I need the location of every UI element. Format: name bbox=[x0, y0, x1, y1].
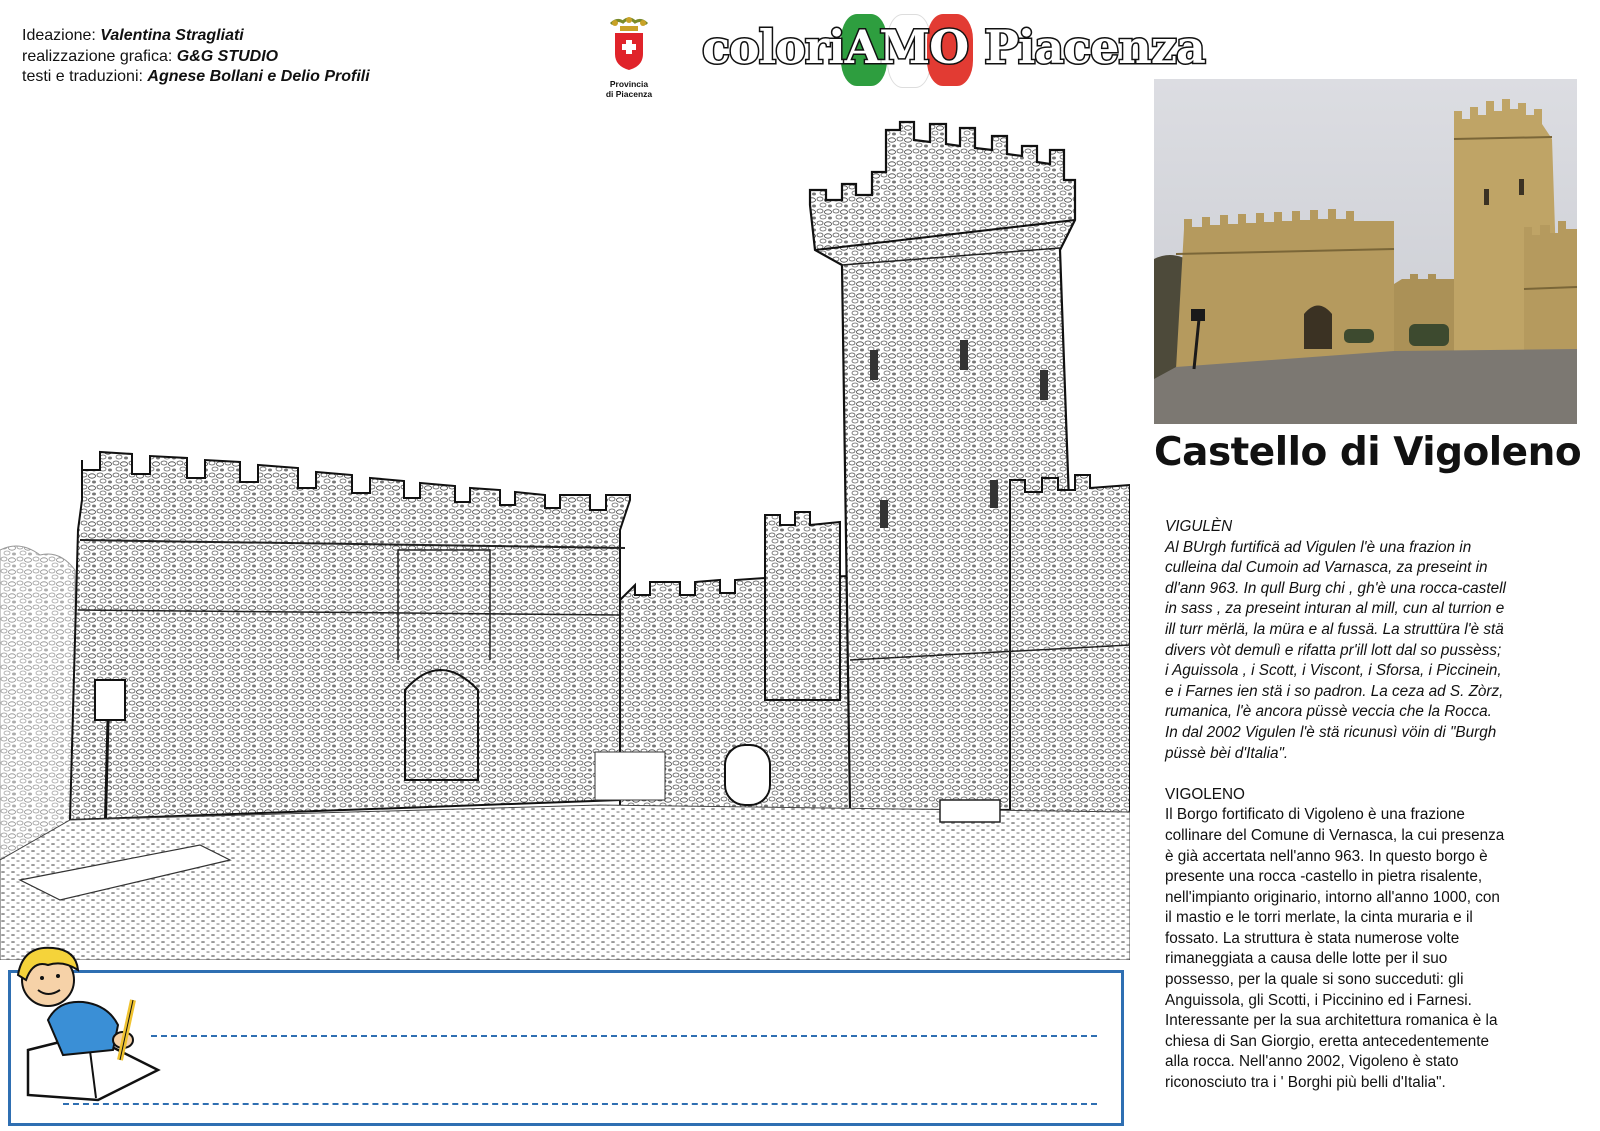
dialect-line: ill turr mërlä, la müra e al fussä. La struttüra l'è stä bbox=[1165, 620, 1504, 638]
brand-logo bbox=[702, 12, 1205, 82]
brand-part-1: colori bbox=[702, 20, 845, 74]
province-label-2: di Piacenza bbox=[605, 89, 653, 99]
credit-ideation: Ideazione: Valentina Stragliati bbox=[22, 27, 244, 44]
writing-line[interactable] bbox=[63, 1103, 1097, 1105]
italian-line: il mastio e le torri merlate, la cinta muraria e il bbox=[1165, 909, 1473, 927]
brand-part-3: Piacenza bbox=[984, 20, 1205, 74]
italian-line: è già accertata nell'anno 963. In questo borgo è bbox=[1165, 847, 1488, 865]
dialect-line: i Aguissola , i Scott, i Viscont, i Sforsa, i Piccinein, bbox=[1165, 662, 1502, 680]
italian-heading: VIGOLENO bbox=[1165, 785, 1245, 803]
brand-part-2: AMO bbox=[844, 20, 969, 74]
page-title: Castello di Vigoleno bbox=[1154, 430, 1582, 475]
writing-box[interactable] bbox=[8, 970, 1124, 1126]
dialect-line: rumanica, l'è ancora püssè veccia che la Rocca. bbox=[1165, 703, 1492, 721]
castle-coloring-drawing bbox=[0, 100, 1130, 960]
credit-graphics: realizzazione grafica: G&G STUDIO bbox=[22, 47, 279, 65]
dialect-line: püssè bèi d'Italia". bbox=[1165, 744, 1289, 762]
kid-writing-icon bbox=[8, 940, 163, 1105]
italian-line: rimaneggiata a causa delle lotte per il suo bbox=[1165, 950, 1448, 968]
italian-line: chiesa di San Giorgio, eretta antecedentemente bbox=[1165, 1032, 1489, 1050]
province-logo bbox=[597, 16, 661, 99]
italian-line: alla rocca. Nell'anno 2002, Vigoleno è stato bbox=[1165, 1053, 1459, 1071]
description-text bbox=[1165, 517, 1575, 1094]
italian-line: Il Borgo fortificato di Vigoleno è una frazione bbox=[1165, 806, 1465, 824]
castle-photo-image bbox=[1154, 79, 1577, 424]
credits bbox=[22, 26, 370, 88]
italian-line: collinare del Comune di Vernasca, la cui presenza bbox=[1165, 826, 1505, 844]
brand-part-2-wrap bbox=[845, 20, 969, 74]
castle-photo bbox=[1154, 79, 1577, 424]
dialect-heading: VIGULÈN bbox=[1165, 518, 1233, 535]
province-crest-icon bbox=[605, 16, 653, 72]
credit-texts: testi e traduzioni: Agnese Bollani e Delio Profili bbox=[22, 68, 370, 85]
italian-line: riconosciuto tra i ' Borghi più belli d'Italia". bbox=[1165, 1074, 1446, 1092]
italian-line: fossato. La struttura è stata numerose volte bbox=[1165, 929, 1460, 947]
writing-line[interactable] bbox=[151, 1035, 1097, 1037]
province-label-1: Provincia bbox=[609, 79, 649, 89]
dialect-line: culleina dal Cumoin ad Varnasca, za preseint in bbox=[1165, 559, 1488, 577]
italian-line: presente una rocca -castello in pietra risalente, bbox=[1165, 868, 1483, 886]
dialect-line: e i Farnes ien stä i so padron. La ceza ad S. Zòrz, bbox=[1165, 682, 1504, 700]
dialect-line: divers vòt demulì e rifatta pr'ill lott dal so pussèss; bbox=[1165, 641, 1502, 659]
italian-line: Anguissola, gli Scotti, i Piccinino ed i Farnesi. bbox=[1165, 991, 1472, 1009]
dialect-line: In dal 2002 Vigulen l'è stä ricunusì vöin di "Burgh bbox=[1165, 723, 1497, 741]
italian-line: Interessante per la sua architettura romanica è la bbox=[1165, 1012, 1498, 1030]
dialect-line: Al BUrgh furtificä ad Vigulen l'è una frazion in bbox=[1165, 538, 1472, 556]
italian-line: possesso, per la quale si sono succeduti: gli bbox=[1165, 971, 1464, 989]
italian-line: nell'impianto originario, intorno all'anno 1000, con bbox=[1165, 888, 1500, 906]
dialect-line: in sass , za preseint inturan al mill, cun al turrion e bbox=[1165, 600, 1505, 618]
dialect-line: dl'ann 963. In qull Burg chi , gh'è una rocca-castell bbox=[1165, 579, 1506, 597]
